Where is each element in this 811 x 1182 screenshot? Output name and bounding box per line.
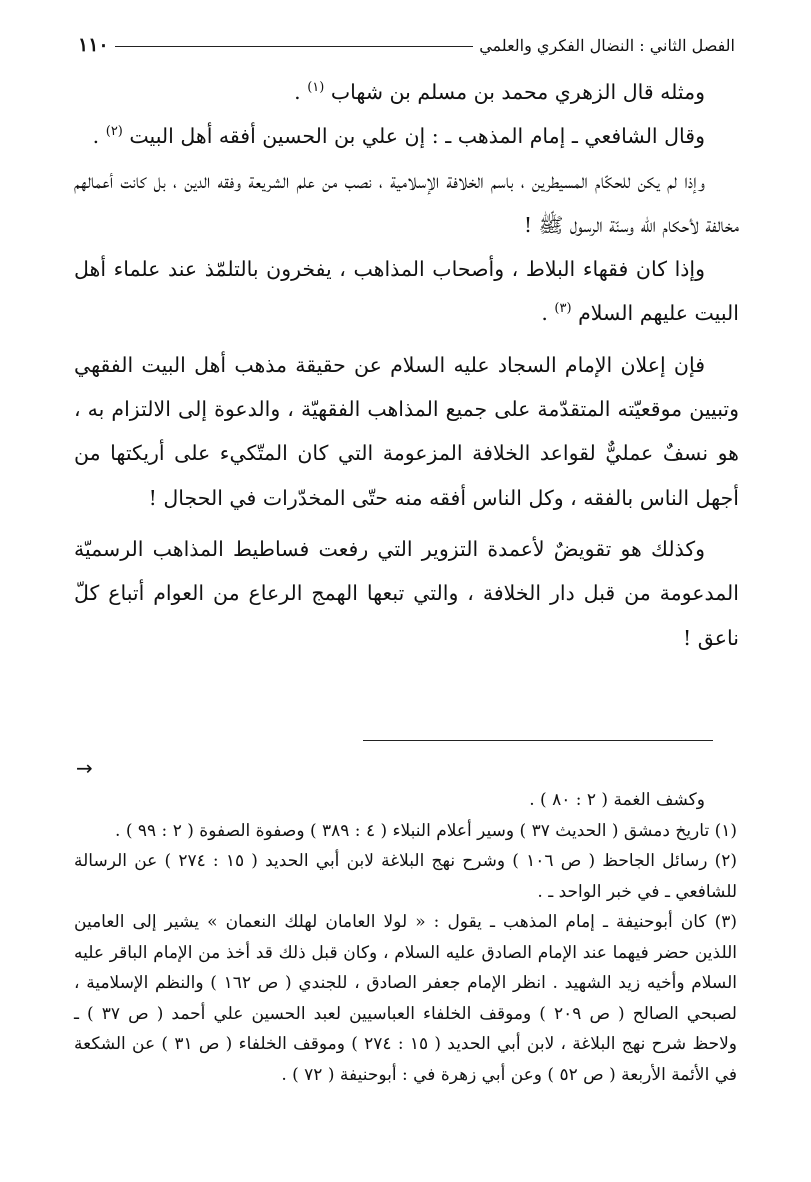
paragraph: فإن إعلان الإمام السجاد عليه السلام عن حقيقة مذهب أهل البيت الفقهي وتبيين موقعيّته المتقدّمة على جميع المذاهب الفقهيّة ، والدعوة إلى الالتزام به ، هو نسفٌ عمليٌّ لقواعد الخلافة المزعومة التي كان المتّكيء على أريكتها من أجهل الناس بالفقه ، وكل الناس أفقه منه حتّى المخدّرات في الحجال ! xyxy=(74,352,739,510)
main-text xyxy=(74,70,739,660)
footnote-3: (٣) كان أبوحنيفة ـ إمام المذهب ـ يقول : « لولا العامان لهلك النعمان » يشير إلى العامين اللذين حضر فيهما عند الإمام الصادق عليه السلام ، وكان قبل ذلك قد أخذ من الإمام الباقر عليه السلام وأخيه زيد الشهيد . انظر الإمام جعفر الصادق ، للجندي ( ص ١٦٢ ) والنظم الإسلامية ، لصبحي الصالح ( ص ٢٠٩ ) وموقف الخلفاء العباسيين لعبد الحسين علي أحمد ( ص ٣٧ ) ـ ولاحظ شرح نهج البلاغة ، لابن أبي الحديد ( ١٥ : ٢٧٤ ) وموقف الخلفاء ( ص ٣١ ) عن الشكعة في الأئمة الأربعة ( ص ٥٢ ) وعن أبي زهرة في : أبوحنيفة ( ٧٢ ) . xyxy=(74,912,737,1085)
paragraph-text: ومثله قال الزهري محمد بن مسلم بن شهاب xyxy=(330,80,705,104)
footnote-2: (٢) رسائل الجاحظ ( ص ١٠٦ ) وشرح نهج البلاغة لابن أبي الحديد ( ١٥ : ٢٧٤ ) عن الرسالة للشافعي ـ في خبر الواحد ـ . xyxy=(74,851,738,902)
page-number: ١١٠ xyxy=(78,34,109,56)
paragraph xyxy=(74,247,739,336)
punctuation: . xyxy=(541,301,548,326)
footnote-continuation: وكشف الغمة ( ٢ : ٨٠ ) . xyxy=(529,790,705,810)
paragraph-text: وإذا كان فقهاء البلاط ، وأصحاب المذاهب ، يفخرون بالتلمّذ عند علماء أهل البيت عليهم السلام xyxy=(74,257,739,326)
paragraph xyxy=(74,70,739,114)
footnote-ref[interactable]: (٣) xyxy=(554,301,572,317)
punctuation: . xyxy=(92,124,100,149)
footnote-separator xyxy=(363,740,713,741)
running-header xyxy=(70,30,743,60)
footnote-ref[interactable]: (١) xyxy=(307,80,325,96)
footnote-ref[interactable]: (٢) xyxy=(105,124,123,140)
continuation-arrow-icon: → xyxy=(76,756,93,780)
punctuation: . xyxy=(294,80,301,104)
footnotes xyxy=(74,785,737,1090)
footnote-1: (١) تاريخ دمشق ( الحديث ٣٧ ) وسير أعلام النبلاء ( ٤ : ٣٨٩ ) وصفوة الصفوة ( ٢ : ٩٩ ) . xyxy=(115,820,737,841)
paragraph xyxy=(74,114,739,158)
header-rule xyxy=(115,46,474,47)
chapter-title: الفصل الثاني : النضال الفكري والعلمي xyxy=(479,35,735,55)
paragraph: وكذلك هو تقويضٌ لأعمدة التزوير التي رفعت فساطيط المذاهب الرسميّة المدعومة من قبل دار الخلافة ، والتي تبعها الهمج الرعاع من العوام أتباع كلّ ناعق ! xyxy=(74,536,739,650)
paragraph-text: وقال الشافعي ـ إمام المذهب ـ : إن علي بن الحسين أفقه أهل البيت xyxy=(129,124,705,149)
paragraph: وإذا لم يكن للحكّام المسيطرين ، باسم الخلافة الإسلامية ، نصب من علم الشريعة وفقه الدين ، بل كانت أعمالهم مخالفة لأحكام الله وسنّة الرسول ﷺ ! xyxy=(74,168,739,237)
